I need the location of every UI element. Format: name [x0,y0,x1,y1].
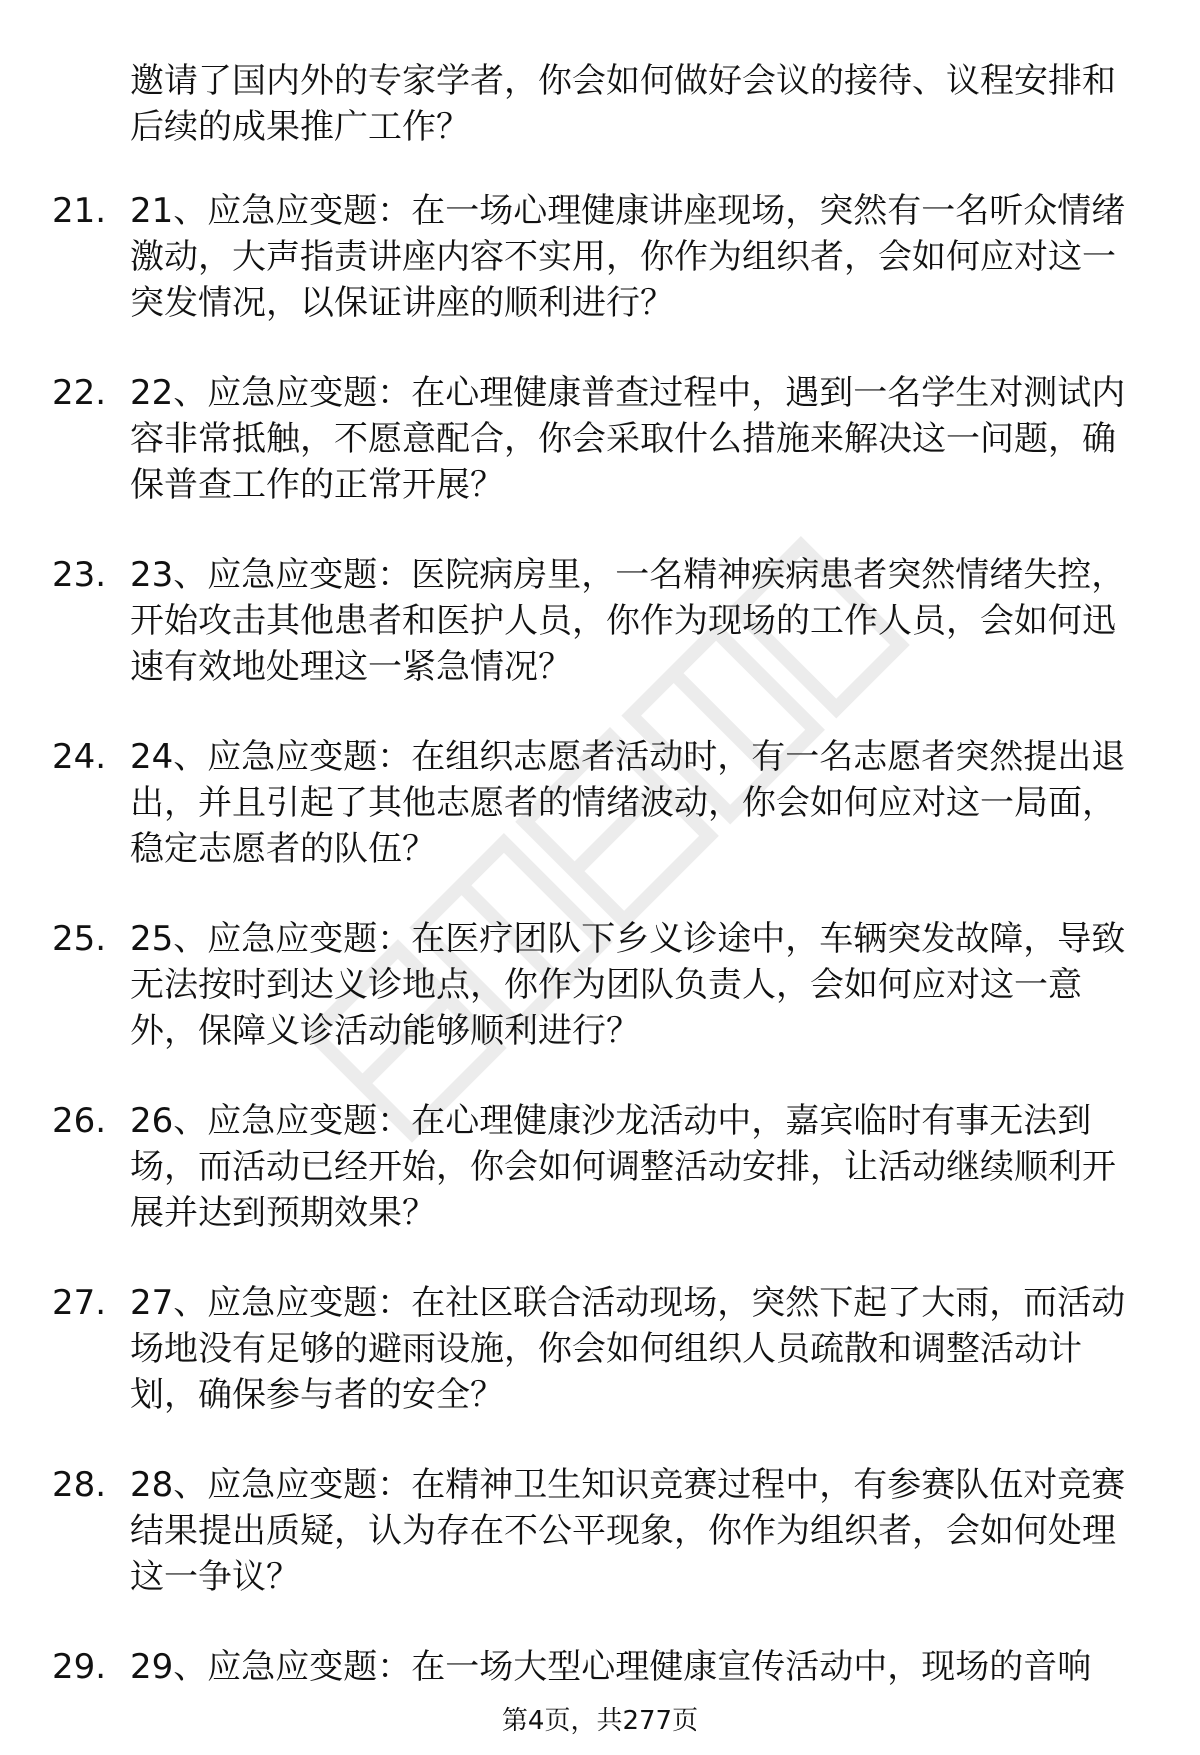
paragraph-text: 邀请了国内外的专家学者，你会如何做好会议的接待、议程安排和后续的成果推广工作？ [130,61,1116,147]
item-text: 23、应急应变题：医院病房里，一名精神疾病患者突然情绪失控，开始攻击其他患者和医护人员，你作为现场的工作人员，会如何迅速有效地处理这一紧急情况？ [130,555,1126,687]
list-item [0,552,1200,690]
continued-paragraph [0,58,1200,150]
item-number: 28. [52,1465,107,1505]
item-text: 21、应急应变题：在一场心理健康讲座现场，突然有一名听众情绪激动，大声指责讲座内容不实用，你作为组织者，会如何应对这一突发情况，以保证讲座的顺利进行？ [130,191,1126,323]
item-text: 29、应急应变题：在一场大型心理健康宣传活动中，现场的音响 [130,1647,1092,1687]
item-text: 28、应急应变题：在精神卫生知识竞赛过程中，有参赛队伍对竞赛结果提出质疑，认为存在不公平现象，你作为组织者，会如何处理这一争议？ [130,1465,1126,1597]
list-item [0,1644,1200,1690]
item-number: 29. [52,1647,107,1687]
list-item [0,734,1200,872]
item-number: 26. [52,1101,107,1141]
item-number: 22. [52,373,107,413]
item-number: 25. [52,919,107,959]
list-item [0,370,1200,508]
item-number: 27. [52,1283,107,1323]
item-number: 23. [52,555,107,595]
item-number: 21. [52,191,107,231]
list-item [0,1098,1200,1236]
list-item [0,1462,1200,1600]
item-text: 22、应急应变题：在心理健康普查过程中，遇到一名学生对测试内容非常抵触，不愿意配合，你会采取什么措施来解决这一问题，确保普查工作的正常开展？ [130,373,1126,505]
document-body [0,58,1200,1734]
item-number: 24. [52,737,107,777]
item-text: 24、应急应变题：在组织志愿者活动时，有一名志愿者突然提出退出，并且引起了其他志愿者的情绪波动，你会如何应对这一局面，稳定志愿者的队伍？ [130,737,1126,869]
page-footer: 第4页，共277页 [501,1706,699,1736]
item-text: 25、应急应变题：在医疗团队下乡义诊途中，车辆突发故障，导致无法按时到达义诊地点，你作为团队负责人，会如何应对这一意外，保障义诊活动能够顺利进行？ [130,919,1126,1051]
item-text: 26、应急应变题：在心理健康沙龙活动中，嘉宾临时有事无法到场，而活动已经开始，你会如何调整活动安排，让活动继续顺利开展并达到预期效果？ [130,1101,1116,1233]
list-item [0,188,1200,326]
item-text: 27、应急应变题：在社区联合活动现场，突然下起了大雨，而活动场地没有足够的避雨设施，你会如何组织人员疏散和调整活动计划，确保参与者的安全？ [130,1283,1126,1415]
list-item [0,1280,1200,1418]
list-item [0,916,1200,1054]
